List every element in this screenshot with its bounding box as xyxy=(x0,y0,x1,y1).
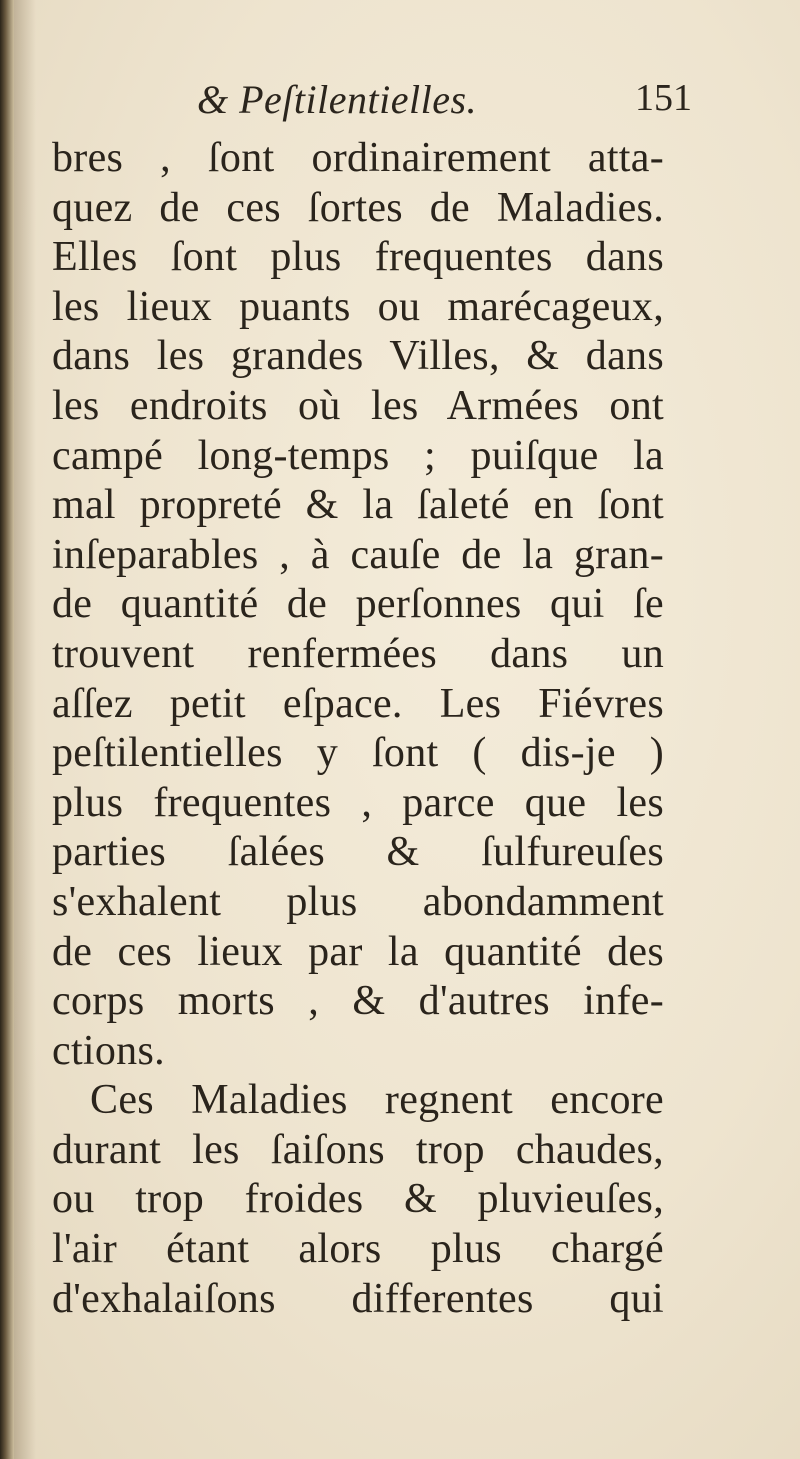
running-title: & Peſtilentielles. xyxy=(197,77,478,122)
text-line: mal propreté & la ſaleté en ſont xyxy=(52,482,664,529)
text-line: peſtilentielles y ſont ( dis-je ) xyxy=(52,730,664,777)
page-number: 151 xyxy=(635,77,692,119)
text-line: d'exhalaiſons differentes qui xyxy=(52,1275,664,1322)
text-line: de quantité de perſonnes qui ſe xyxy=(52,581,664,628)
text-line: inſeparables , à cauſe de la gran- xyxy=(52,531,664,578)
text-line: Elles ſont plus frequentes dans xyxy=(52,234,664,281)
body-text xyxy=(52,134,664,1324)
text-line: parties ſalées & ſulfureuſes xyxy=(52,829,664,876)
text-line: corps morts , & d'autres infe- xyxy=(52,978,664,1025)
text-line: Ces Maladies regnent encore xyxy=(90,1077,664,1124)
text-line: ou trop froides & pluvieuſes, xyxy=(52,1176,664,1223)
text-line: l'air étant alors plus chargé xyxy=(52,1226,664,1273)
gutter-shadow xyxy=(14,0,36,1459)
text-line: plus frequentes , parce que les xyxy=(52,779,664,826)
text-line: dans les grandes Villes, & dans xyxy=(52,333,664,380)
text-line: campé long-temps ; puiſque la xyxy=(52,432,664,479)
running-head xyxy=(52,76,692,136)
text-line: durant les ſaiſons trop chaudes, xyxy=(52,1126,664,1173)
text-line: aſſez petit eſpace. Les Fiévres xyxy=(52,680,664,727)
text-line: bres , ſont ordinairement atta- xyxy=(52,135,664,181)
text-line: les lieux puants ou marécageux, xyxy=(52,283,664,330)
text-line: de ces lieux par la quantité des xyxy=(52,928,664,975)
book-binding-edge xyxy=(0,0,14,1459)
text-line: les endroits où les Armées ont xyxy=(52,382,664,429)
text-line: ctions. xyxy=(52,1027,165,1074)
text-line: quez de ces ſortes de Maladies. xyxy=(52,184,664,231)
text-line: s'exhalent plus abondamment xyxy=(52,878,664,925)
text-line: trouvent renfermées dans un xyxy=(52,630,664,677)
